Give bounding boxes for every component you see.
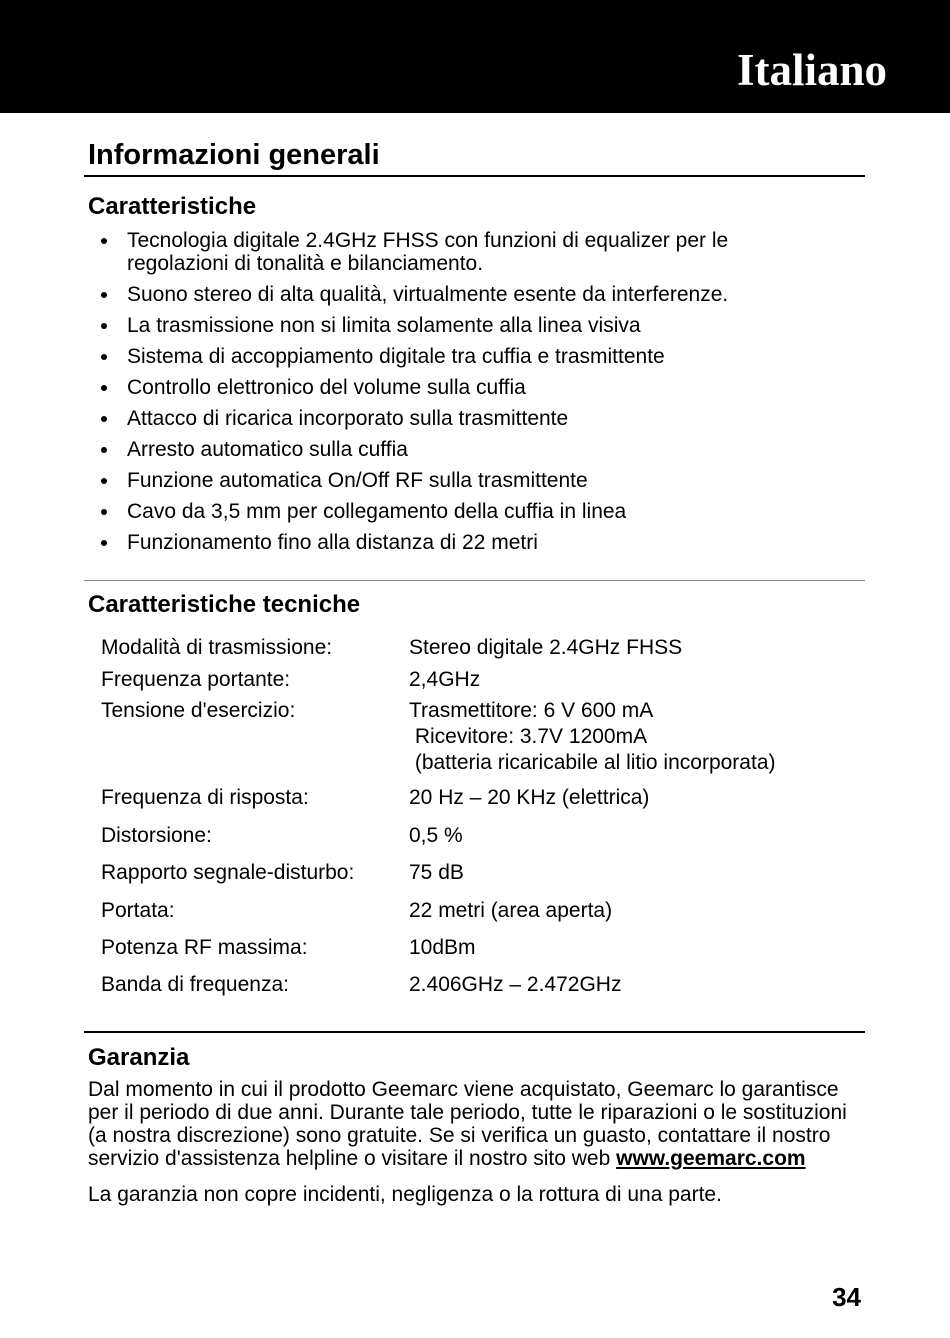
bullet-icon <box>101 292 107 298</box>
bullet-icon <box>101 323 107 329</box>
warranty-exclusion: La garanzia non copre incidenti, negligenza o la rottura di una parte. <box>88 1183 722 1206</box>
feature-text: Controllo elettronico del volume sulla cuffia <box>127 376 526 399</box>
spec-value: 0,5 % <box>409 824 463 847</box>
bullet-icon <box>101 447 107 453</box>
list-item <box>98 376 818 399</box>
section-divider <box>84 1031 865 1033</box>
spec-label: Potenza RF massima: <box>101 936 308 959</box>
spec-label: Rapporto segnale-disturbo: <box>101 861 355 884</box>
title-divider <box>84 175 865 177</box>
feature-text: Suono stereo di alta qualità, virtualmente esente da interferenze. <box>127 283 729 306</box>
spec-value: 2.406GHz – 2.472GHz <box>409 973 622 996</box>
feature-text: Cavo da 3,5 mm per collegamento della cuffia in linea <box>127 500 627 523</box>
spec-label: Banda di frequenza: <box>101 973 289 996</box>
feature-text: Arresto automatico sulla cuffia <box>127 438 408 461</box>
bullet-icon <box>101 385 107 391</box>
list-item <box>98 283 818 306</box>
list-item <box>98 531 818 554</box>
spec-value: 2,4GHz <box>409 668 481 691</box>
feature-text: Funzionamento fino alla distanza di 22 metri <box>127 531 538 554</box>
feature-text: La trasmissione non si limita solamente alla linea visiva <box>127 314 641 337</box>
feature-text: Tecnologia digitale 2.4GHz FHSS con funzioni di equalizer per le regolazioni di tonalità e bilanciamento. <box>127 229 729 275</box>
spec-label: Portata: <box>101 899 175 922</box>
page-number: 34 <box>832 1282 861 1312</box>
language-title: Italiano <box>736 45 887 95</box>
spec-value: 75 dB <box>409 861 464 884</box>
spec-value: Stereo digitale 2.4GHz FHSS <box>409 636 683 659</box>
warranty-heading: Garanzia <box>88 1044 190 1071</box>
spec-label: Modalità di trasmissione: <box>101 636 333 659</box>
spec-label: Tensione d'esercizio: <box>101 699 296 722</box>
features-heading: Caratteristiche <box>88 193 257 220</box>
list-item <box>98 500 818 523</box>
list-item <box>98 438 818 461</box>
feature-text: Funzione automatica On/Off RF sulla trasmittente <box>127 469 588 492</box>
bullet-icon <box>101 478 107 484</box>
spec-label: Distorsione: <box>101 824 212 847</box>
list-item <box>98 407 818 430</box>
list-item <box>98 469 818 492</box>
warranty-paragraph <box>88 1078 868 1170</box>
spec-value: (batteria ricaricabile al litio incorporata) <box>409 751 776 774</box>
bullet-icon <box>101 354 107 360</box>
feature-text: Attacco di ricarica incorporato sulla trasmittente <box>127 407 569 430</box>
website-link[interactable]: www.geemarc.com <box>616 1147 806 1170</box>
spec-label: Frequenza portante: <box>101 668 291 691</box>
list-item <box>98 314 818 337</box>
warranty-text: Dal momento in cui il prodotto Geemarc viene acquistato, Geemarc lo garantisce per il periodo di due anni. Durante tale periodo, tutte le riparazioni o le sostituzioni (a nostra discrezione) sono gratuite. Se si verifica un guasto, contattare il nostro servizio d'assistenza helpline o visitare il nostro sito web <box>88 1078 847 1170</box>
bullet-icon <box>101 540 107 546</box>
spec-value: Ricevitore: 3.7V 1200mA <box>409 725 648 748</box>
bullet-icon <box>101 238 107 244</box>
section-divider <box>84 580 865 581</box>
specs-heading: Caratteristiche tecniche <box>88 591 361 618</box>
features-list <box>98 229 818 562</box>
spec-value: 10dBm <box>409 936 476 959</box>
bullet-icon <box>101 509 107 515</box>
spec-value: Trasmettitore: 6 V 600 mA <box>409 699 654 722</box>
spec-value: 22 metri (area aperta) <box>409 899 613 922</box>
list-item <box>98 345 818 368</box>
list-item <box>98 229 818 275</box>
feature-text: Sistema di accoppiamento digitale tra cuffia e trasmittente <box>127 345 665 368</box>
bullet-icon <box>101 416 107 422</box>
spec-value: 20 Hz – 20 KHz (elettrica) <box>409 786 650 809</box>
spec-label: Frequenza di risposta: <box>101 786 309 809</box>
page-title: Informazioni generali <box>88 139 380 171</box>
